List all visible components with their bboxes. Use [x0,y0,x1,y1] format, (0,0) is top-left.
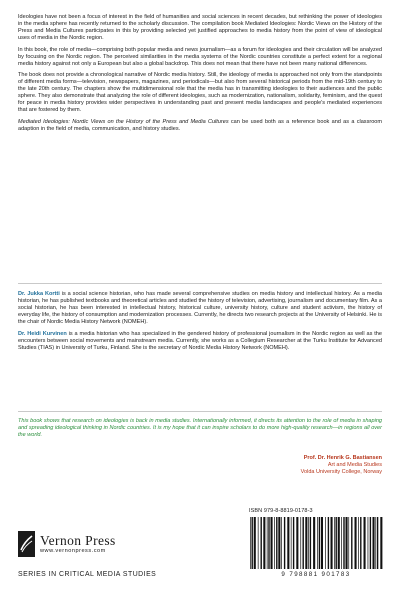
barcode-bar [368,517,369,569]
barcode-bar [319,517,320,569]
endorser-name: Prof. Dr. Henrik G. Bastiansen [303,455,382,461]
endorser-affiliation-2: Volda University College, Norway [300,468,382,475]
barcode-bar [358,517,359,569]
barcode-bar [328,517,329,569]
bio-kortti [18,291,382,326]
book-title-italic: Mediated Ideologies: Nordic Views on the History of the Press and Media Cultures [18,118,229,125]
endorser-block [301,455,382,476]
barcode-bar [303,517,304,569]
blurb-paragraph-2: In this book, the role of media—comprising both popular media and news journalism—as a forum for ideologies and their circulation will be analyzed by focusing on the Nordic region. The perceived similarities in the media systems of the Nordic countries constitute a perfect extent for a regional media history against not only a European but also a global backdrop. This does not mean that there have not been many national differences. [18,46,382,67]
barcode-bar [313,517,315,569]
barcode-bar [377,517,378,569]
barcode-bar [268,517,269,569]
barcode-bar [360,517,361,569]
blurb-paragraph-1: Ideologies have not been a focus of interest in the field of humanities and social sciences in recent decades, but rethinking the power of ideologies in the media sphere has recently returned to the scholarly discussion. The compilation book Mediated Ideologies: Nordic Views on the History of the Press and Media Cultures participates in this by providing selected yet justified approaches to media history from the point of view of ideological uses of media in the Nordic region. [18,14,382,42]
barcode-bar [258,517,259,569]
barcode-bar [281,517,282,569]
blurb-section [18,14,382,137]
barcode-bar [267,517,268,569]
barcode-bar [380,517,382,569]
barcode-bar [263,517,265,569]
barcode-bar [271,517,273,569]
barcode-number: 9 798881 901783 [281,571,351,578]
barcode-bar [250,517,251,569]
barcode-bar [308,517,309,569]
barcode-bar [296,517,298,569]
barcode-bar [343,517,344,569]
endorsement-quote: This book shows that research on ideologies is back in media studies. Internationally informed, it directs its attention to the role of media in shaping and spreading ideological thinking in Nordic countries. It is my hope that it can inspire scholars to do more high-quality research—in regions all over the world. [18,418,382,439]
blurb-paragraph-3: The book does not provide a chronological narrative of Nordic media history. Still, the ideology of media is approached not only from the standpoints of different media forms—television, newspapers, magazines, and periodicals—but also from several historical periods from the mid-19th century to the late 20th century. The chapters show the multidimensional role that the media has in transmitting ideologies to their audiences and the public sphere. They also demonstrate that analyzing the role of different ideologies, such as modernization, nationalism, solidarity, feminism, and the quest for peace in media history provides wider perspectives in understanding past and present media landscapes and people's mediated experiences that are fostered by them. [18,72,382,114]
barcode-bar [305,517,307,569]
publisher-name: Vernon Press [40,533,116,548]
bio-text-kortti: is a social science historian, who has made several comprehensive studies on media history and intellectual history. As a media historian, he has published textbooks and theoretical articles and studied the history of television, advertising, journalism and documentary film. As a social historian, he has been interested in intellectual history, historical culture, university history, culture and student activism, the history of everyday life, the history of consumption and modernization processes. Currently, he directs two research projects at the University of Helsinki. He is the chair of Nordic Media History Network (NOMEH). [18,291,382,326]
barcode-bar [284,517,285,569]
barcode-bar [338,517,340,569]
barcode-bar [346,517,348,569]
barcode-bar [348,517,349,569]
endorser-affiliation-1: Art and Media Studies [327,461,382,468]
publisher-url: www.vernonpress.com [40,548,106,554]
barcode-bar [370,517,371,569]
barcode-bar [336,517,337,569]
barcode-bar [276,517,277,569]
barcode-bar [373,517,375,569]
series-name: SERIES IN CRITICAL MEDIA STUDIES [18,571,157,578]
divider-bottom [18,411,382,412]
barcode-bar [321,517,323,569]
author-bios [18,291,382,356]
barcode-bar [341,517,342,569]
barcode-bar [351,517,352,569]
barcode-bar [375,517,376,569]
barcode-bar [274,517,275,569]
barcode-bar [331,517,333,569]
bio-kurvinen [18,331,382,352]
barcode [248,517,384,569]
vernon-press-logo-icon [18,531,35,557]
barcode-bar [278,517,280,569]
barcode-bar [252,517,253,569]
blurb-paragraph-4 [18,119,382,133]
barcode-bar [291,517,292,569]
barcode-bar [254,517,256,569]
barcode-bar [355,517,357,569]
barcode-bar [293,517,294,569]
barcode-bar [334,517,335,569]
barcode-bar [300,517,301,569]
barcode-bar [317,517,318,569]
author-name-kortti: Dr. Jukka Kortti [18,291,60,297]
author-name-kurvinen: Dr. Heidi Kurvinen [18,330,67,337]
barcode-bar [310,517,311,569]
divider-top [18,283,382,284]
bio-text-kurvinen: is a media historian who has specialized in the gendered history of professional journalism in the Nordic region as well as the encounters between social movements and mainstream media. Currently, she works as a Collegium Researcher at the Turku Institute for Advanced Studies (TIAS) in University of Turku, Finland. She is the secretary of Nordic Media History Network (NOMEH). [18,330,382,351]
isbn-label: ISBN 979-8-8819-0178-3 [249,508,313,514]
barcode-bar [325,517,326,569]
barcode-bar [261,517,262,569]
blurb-paragraph-4-rest: can be used both as a reference book and as a classroom adaption in the field of media, communication, and history studies. [18,118,382,132]
barcode-bar [287,517,289,569]
barcode-bar [364,517,366,569]
